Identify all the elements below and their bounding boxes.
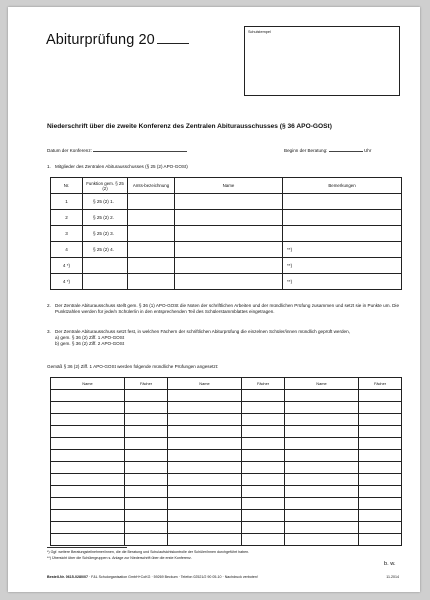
exam-subject-cell[interactable] bbox=[125, 534, 168, 546]
exam-name-cell[interactable] bbox=[51, 414, 125, 426]
exam-name-cell[interactable] bbox=[168, 486, 242, 498]
exam-subject-cell[interactable] bbox=[125, 390, 168, 402]
exam-name-cell[interactable] bbox=[168, 414, 242, 426]
turn-over-note: b. w. bbox=[384, 561, 396, 567]
table-row bbox=[51, 210, 402, 226]
footnote-1: *) Ggf. weitere Beratungsteilnehmer/innen, die die Beratung und Schulaufsichtskontrolle der Schüler/innen durchgeführt haben. bbox=[47, 550, 250, 554]
exam-subject-cell[interactable] bbox=[359, 390, 402, 402]
exam-name-cell[interactable] bbox=[168, 522, 242, 534]
exam-name-cell[interactable] bbox=[285, 438, 359, 450]
form-title: Abiturprüfung 20 bbox=[46, 31, 189, 48]
row-funktion: § 25 (2) 4. bbox=[83, 242, 128, 258]
exam-name-cell[interactable] bbox=[168, 426, 242, 438]
bemerkung-cell[interactable]: **) bbox=[283, 242, 402, 258]
exam-subject-cell[interactable] bbox=[125, 414, 168, 426]
exam-subject-cell[interactable] bbox=[359, 450, 402, 462]
exam-subject-cell[interactable] bbox=[242, 390, 285, 402]
exam-name-cell[interactable] bbox=[168, 390, 242, 402]
exam-name-cell[interactable] bbox=[51, 486, 125, 498]
header-faecher: Fächer bbox=[359, 378, 402, 390]
exam-name-cell[interactable] bbox=[168, 498, 242, 510]
exam-name-cell[interactable] bbox=[168, 534, 242, 546]
table-row bbox=[51, 274, 402, 290]
exam-name-cell[interactable] bbox=[285, 522, 359, 534]
amts-cell[interactable] bbox=[128, 258, 175, 274]
exam-name-cell[interactable] bbox=[285, 498, 359, 510]
section-1: 1. Mitglieder des Zentralen Abiturausschusses (§ 25 (2) APO-GOSt) bbox=[47, 164, 188, 169]
exam-name-cell[interactable] bbox=[51, 498, 125, 510]
table-row bbox=[51, 426, 402, 438]
exam-name-cell[interactable] bbox=[51, 534, 125, 546]
name-cell[interactable] bbox=[175, 226, 283, 242]
exam-name-cell[interactable] bbox=[168, 462, 242, 474]
exam-subject-cell[interactable] bbox=[242, 522, 285, 534]
exam-name-cell[interactable] bbox=[51, 438, 125, 450]
header-faecher: Fächer bbox=[125, 378, 168, 390]
section-2: 2. Der Zentrale Abiturausschuss stellt gem. § 36 (1) APO-GOSt die Noten der schriftlichen Arbeiten und der mündlichen Prüfung zusammen und setzt sie in Punkte um. Die Punktzahlen werden für jede/n Schüler/in in den entsprechenden Teil des Schülerstammblattes eingetragen. bbox=[47, 303, 399, 314]
row-nr: 4 bbox=[51, 242, 83, 258]
exam-name-cell[interactable] bbox=[285, 486, 359, 498]
exam-name-cell[interactable] bbox=[51, 450, 125, 462]
members-table bbox=[50, 177, 402, 290]
table-row bbox=[51, 194, 402, 210]
row-nr: 1 bbox=[51, 194, 83, 210]
table-row bbox=[51, 450, 402, 462]
row-nr: 4 *) bbox=[51, 258, 83, 274]
amts-cell[interactable] bbox=[128, 242, 175, 258]
year-blank[interactable] bbox=[157, 31, 189, 44]
header-faecher: Fächer bbox=[242, 378, 285, 390]
exam-subject-cell[interactable] bbox=[125, 510, 168, 522]
exam-subject-cell[interactable] bbox=[242, 438, 285, 450]
exam-subject-cell[interactable] bbox=[242, 474, 285, 486]
name-cell[interactable] bbox=[175, 210, 283, 226]
table-row bbox=[51, 258, 402, 274]
header-bemerkungen: Bemerkungen bbox=[283, 178, 402, 194]
exam-subject-cell[interactable] bbox=[359, 414, 402, 426]
exam-subject-cell[interactable] bbox=[359, 438, 402, 450]
bemerkung-cell[interactable] bbox=[283, 194, 402, 210]
name-cell[interactable] bbox=[175, 242, 283, 258]
header-funktion: Funktion gem. § 25 (2) bbox=[83, 178, 128, 194]
exam-subject-cell[interactable] bbox=[125, 522, 168, 534]
exam-name-cell[interactable] bbox=[285, 462, 359, 474]
exam-subject-cell[interactable] bbox=[125, 474, 168, 486]
header-nr: Nr. bbox=[51, 178, 83, 194]
row-nr: 2 bbox=[51, 210, 83, 226]
form-page bbox=[8, 7, 420, 592]
publisher-footer bbox=[47, 575, 399, 579]
exam-name-cell[interactable] bbox=[168, 474, 242, 486]
start-time-field[interactable]: Beginn der Beratung: Uhr bbox=[284, 148, 372, 153]
exam-subject-cell[interactable] bbox=[125, 450, 168, 462]
exam-name-cell[interactable] bbox=[285, 474, 359, 486]
table-row bbox=[51, 414, 402, 426]
table-row bbox=[51, 438, 402, 450]
order-number: Bestell-Nr. 0615-0280/07 bbox=[47, 575, 88, 579]
exam-subject-cell[interactable] bbox=[359, 486, 402, 498]
exam-name-cell[interactable] bbox=[285, 402, 359, 414]
print-date: 11.2014 bbox=[386, 575, 399, 579]
table-row bbox=[51, 534, 402, 546]
exam-subject-cell[interactable] bbox=[125, 462, 168, 474]
table-row bbox=[51, 402, 402, 414]
exam-subject-cell[interactable] bbox=[359, 510, 402, 522]
exam-subject-cell[interactable] bbox=[242, 510, 285, 522]
time-line bbox=[329, 147, 363, 152]
exam-subject-cell[interactable] bbox=[242, 462, 285, 474]
exams-header-row bbox=[51, 378, 402, 390]
publisher-info: · F&L Schulorganisation GmbH+CoKG · 59269 Beckum · Telefon 02521/2 90 05-10 · Nachdruck verboten! bbox=[87, 575, 258, 579]
exam-subject-cell[interactable] bbox=[359, 534, 402, 546]
section-3: 3. Der Zentrale Abiturausschuss setzt fest, in welchen Fächern der schriftlichen Abiturprüfung die einzelnen Schüler/innen mündlich geprüft werden, a) gem. § 36 (2) Ziff. 1 APO-GOSt b) gem. § 36 (2) Ziff. 2 APO-GOSt bbox=[47, 329, 399, 355]
conference-date-field[interactable]: Datum der Konferenz: bbox=[47, 147, 187, 153]
row-funktion: § 25 (2) 1. bbox=[83, 194, 128, 210]
members-header-row bbox=[51, 178, 402, 194]
exam-subject-cell[interactable] bbox=[242, 450, 285, 462]
document-heading: Niederschrift über die zweite Konferenz des Zentralen Abiturausschusses (§ 36 APO-GOSt) bbox=[47, 123, 332, 130]
header-amtsbezeichnung: Amts-bezeichnung bbox=[128, 178, 175, 194]
exam-name-cell[interactable] bbox=[51, 390, 125, 402]
exam-subject-cell[interactable] bbox=[242, 498, 285, 510]
exam-name-cell[interactable] bbox=[285, 390, 359, 402]
exam-subject-cell[interactable] bbox=[125, 438, 168, 450]
exams-intro: Gemäß § 36 (2) Ziff. 1 APO-GOSt werden folgende mündliche Prüfungen angesetzt: bbox=[47, 364, 219, 369]
exam-name-cell[interactable] bbox=[168, 510, 242, 522]
exam-subject-cell[interactable] bbox=[242, 402, 285, 414]
table-row bbox=[51, 226, 402, 242]
footnote-divider bbox=[47, 547, 127, 548]
amts-cell[interactable] bbox=[128, 226, 175, 242]
table-row bbox=[51, 498, 402, 510]
exam-name-cell[interactable] bbox=[285, 450, 359, 462]
exam-subject-cell[interactable] bbox=[359, 498, 402, 510]
exam-name-cell[interactable] bbox=[51, 462, 125, 474]
table-row bbox=[51, 522, 402, 534]
bemerkung-cell[interactable] bbox=[283, 226, 402, 242]
header-name: Name bbox=[51, 378, 125, 390]
exam-subject-cell[interactable] bbox=[242, 486, 285, 498]
row-nr: 4 *) bbox=[51, 274, 83, 290]
exam-subject-cell[interactable] bbox=[125, 498, 168, 510]
date-line bbox=[93, 147, 187, 152]
row-funktion[interactable] bbox=[83, 258, 128, 274]
row-funktion: § 25 (2) 3. bbox=[83, 226, 128, 242]
row-funktion: § 25 (2) 2. bbox=[83, 210, 128, 226]
name-cell[interactable] bbox=[175, 258, 283, 274]
exam-name-cell[interactable] bbox=[51, 510, 125, 522]
exams-table bbox=[50, 377, 402, 546]
exam-subject-cell[interactable] bbox=[359, 474, 402, 486]
header-name: Name bbox=[168, 378, 242, 390]
exam-subject-cell[interactable] bbox=[125, 426, 168, 438]
exam-name-cell[interactable] bbox=[168, 438, 242, 450]
exam-name-cell[interactable] bbox=[51, 522, 125, 534]
row-nr: 3 bbox=[51, 226, 83, 242]
bemerkung-cell[interactable] bbox=[283, 210, 402, 226]
school-stamp-box bbox=[244, 26, 400, 96]
header-name: Name bbox=[175, 178, 283, 194]
section-3-item-b: b) gem. § 36 (2) Ziff. 2 APO-GOSt bbox=[55, 341, 125, 346]
exam-name-cell[interactable] bbox=[51, 474, 125, 486]
exam-name-cell[interactable] bbox=[51, 426, 125, 438]
exam-subject-cell[interactable] bbox=[359, 426, 402, 438]
exam-name-cell[interactable] bbox=[168, 450, 242, 462]
table-row bbox=[51, 242, 402, 258]
bemerkung-cell[interactable]: **) bbox=[283, 258, 402, 274]
table-row bbox=[51, 486, 402, 498]
footnote-2: **) Übersicht über die Schülergruppen s. Anlage zur Niederschrift über die erste Konferenz. bbox=[47, 556, 192, 560]
exam-name-cell[interactable] bbox=[168, 402, 242, 414]
exam-subject-cell[interactable] bbox=[125, 402, 168, 414]
exam-name-cell[interactable] bbox=[285, 534, 359, 546]
header-name: Name bbox=[285, 378, 359, 390]
name-cell[interactable] bbox=[175, 274, 283, 290]
amts-cell[interactable] bbox=[128, 194, 175, 210]
exam-subject-cell[interactable] bbox=[242, 426, 285, 438]
table-row bbox=[51, 510, 402, 522]
table-row bbox=[51, 474, 402, 486]
exam-subject-cell[interactable] bbox=[242, 534, 285, 546]
exam-subject-cell[interactable] bbox=[242, 414, 285, 426]
exam-subject-cell[interactable] bbox=[359, 462, 402, 474]
table-row bbox=[51, 462, 402, 474]
amts-cell[interactable] bbox=[128, 210, 175, 226]
name-cell[interactable] bbox=[175, 194, 283, 210]
exam-name-cell[interactable] bbox=[285, 426, 359, 438]
exam-name-cell[interactable] bbox=[285, 510, 359, 522]
exam-name-cell[interactable] bbox=[285, 414, 359, 426]
bemerkung-cell[interactable]: **) bbox=[283, 274, 402, 290]
stamp-label: Schulstempel bbox=[248, 30, 271, 34]
table-row bbox=[51, 390, 402, 402]
exam-subject-cell[interactable] bbox=[125, 486, 168, 498]
exam-name-cell[interactable] bbox=[51, 402, 125, 414]
amts-cell[interactable] bbox=[128, 274, 175, 290]
row-funktion[interactable] bbox=[83, 274, 128, 290]
section-3-item-a: a) gem. § 36 (2) Ziff. 1 APO-GOSt bbox=[55, 335, 125, 340]
exam-subject-cell[interactable] bbox=[359, 402, 402, 414]
exam-subject-cell[interactable] bbox=[359, 522, 402, 534]
